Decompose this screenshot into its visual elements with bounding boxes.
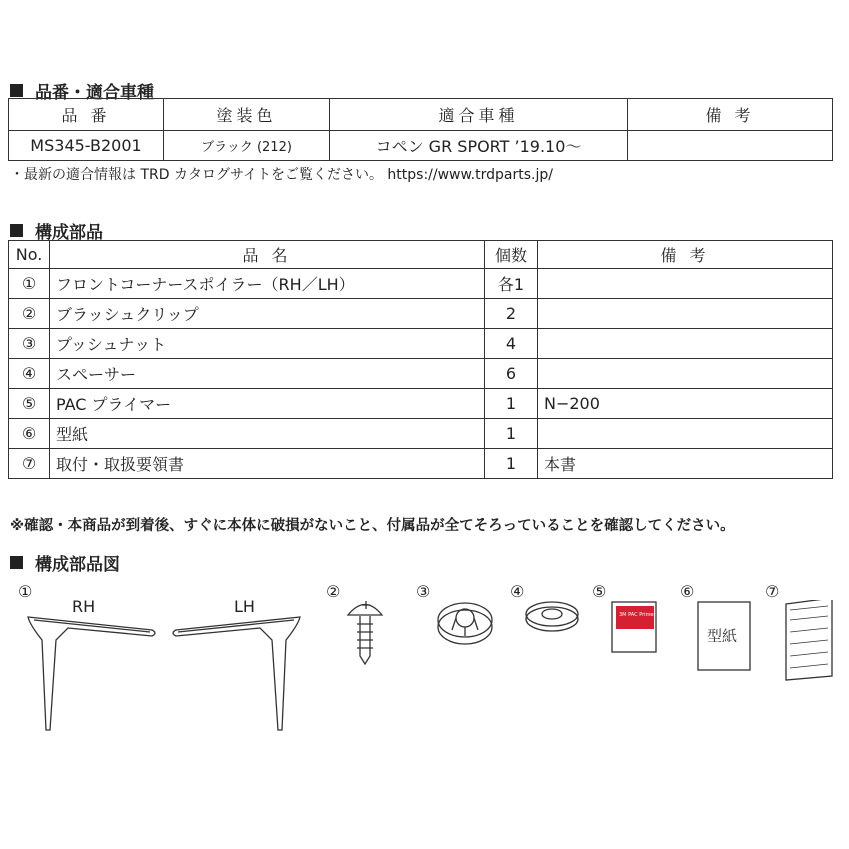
brush-clip-icon [348,601,382,664]
pattern-label: 型紙 [707,627,738,645]
header-vehicle: 適合車種 [330,99,628,131]
component-no: ③ [9,329,50,359]
component-remark [538,329,833,359]
template-sheet-icon [698,602,750,670]
primer-text: 3M PAC Primer N-200 [619,612,673,618]
section-title: 品番・適合車種 [35,83,154,103]
section-heading [10,550,120,575]
component-row [9,329,833,359]
label-rh: RH [72,597,96,616]
manual-icon [786,600,832,680]
compatibility-note: ・最新の適合情報は TRD カタログサイトをご覧ください。 https://www.trdparts.jp/ [10,167,553,183]
label-1: ① [18,582,33,601]
label-5: ⑤ [592,582,607,601]
remarks [628,131,833,161]
component-row [9,299,833,329]
component-row [9,419,833,449]
component-no: ④ [9,359,50,389]
header-qty: 個数 [485,241,538,269]
component-no: ⑦ [9,449,50,479]
header-remarks: 備 考 [538,241,833,269]
component-row [9,449,833,479]
spoiler-rh-icon [28,617,155,730]
component-name: PAC プライマー [50,389,485,419]
paint-color: ブラック (212) [164,131,330,161]
spoiler-lh-icon [173,617,300,730]
component-row [9,359,833,389]
square-bullet-icon [10,224,23,237]
header-no: No. [9,241,50,269]
component-qty: 6 [485,359,538,389]
label-6: ⑥ [680,582,695,601]
header-color: 塗装色 [164,99,330,131]
component-remark: 本書 [538,449,833,479]
component-qty: 4 [485,329,538,359]
pac-primer-icon [612,602,672,652]
label-4: ④ [510,582,525,601]
component-no: ⑤ [9,389,50,419]
component-name: 型紙 [50,419,485,449]
part-number: MS345-B2001 [9,131,164,161]
component-qty: 1 [485,419,538,449]
header-name: 品 名 [50,241,485,269]
component-remark: N−200 [538,389,833,419]
component-no: ⑥ [9,419,50,449]
label-2: ② [326,582,341,601]
component-name: フロントコーナースポイラー（RH／LH） [50,269,485,299]
header-remarks: 備 考 [628,99,833,131]
label-7: ⑦ [765,582,780,601]
push-nut-icon [438,603,492,644]
component-row [9,269,833,299]
component-remark [538,299,833,329]
component-name: プッシュナット [50,329,485,359]
parts-illustration [0,600,849,750]
section-title: 構成部品 [35,223,103,243]
component-no: ① [9,269,50,299]
component-remark [538,269,833,299]
label-lh: LH [234,597,255,616]
header-part-no: 品 番 [9,99,164,131]
component-name: スペーサー [50,359,485,389]
warning-note: ※確認・本商品が到着後、すぐに本体に破損がないこと、付属品が全てそろっていることを確認してください。 [10,518,735,534]
component-qty: 1 [485,449,538,479]
component-qty: 1 [485,389,538,419]
components-table [8,240,833,479]
component-name: ブラッシュクリップ [50,299,485,329]
component-name: 取付・取扱要領書 [50,449,485,479]
vehicle: コペン GR SPORT ’19.10～ [330,131,628,161]
square-bullet-icon [10,84,23,97]
component-qty: 2 [485,299,538,329]
part-number-table [8,98,833,161]
component-remark [538,419,833,449]
component-row [9,389,833,419]
component-remark [538,359,833,389]
component-qty: 各1 [485,269,538,299]
component-no: ② [9,299,50,329]
section-title: 構成部品図 [35,555,120,575]
square-bullet-icon [10,556,23,569]
label-3: ③ [416,582,431,601]
spacer-icon [526,602,578,631]
